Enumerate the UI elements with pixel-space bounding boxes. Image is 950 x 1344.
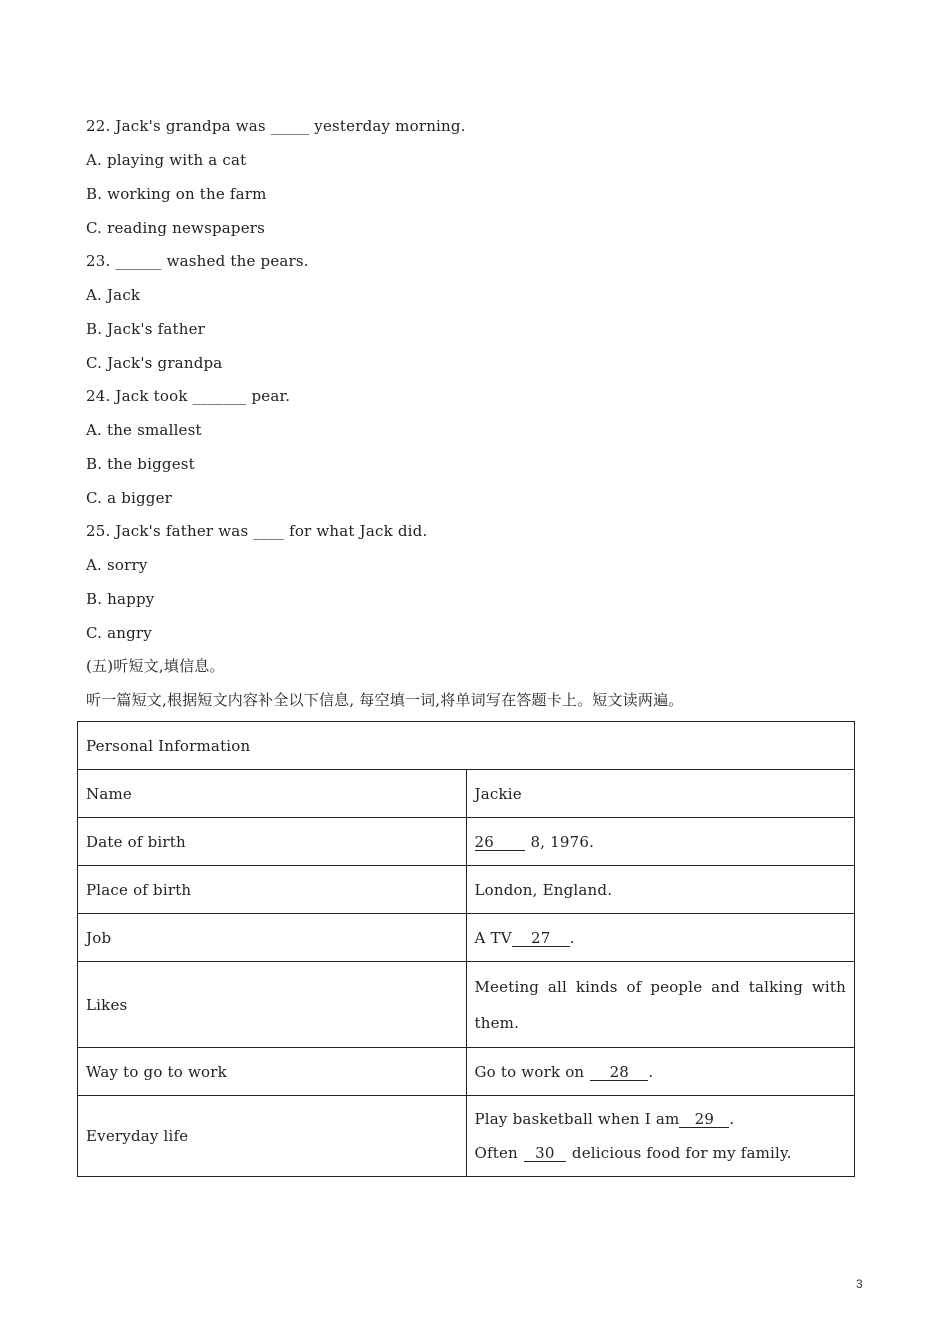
table-row <box>78 1096 855 1177</box>
section-instruction: 听一篇短文,根据短文内容补全以下信息, 每空填一词,将单词写在答题卡上。短文读两遍。 <box>86 691 684 709</box>
answer-blank-26: 26 <box>475 834 525 851</box>
everyday-line-1 <box>475 1102 847 1136</box>
table-row <box>78 866 855 914</box>
everyday-line1-suffix: . <box>729 1110 735 1128</box>
row-value-job <box>466 914 855 962</box>
question-24-option-c: C. a bigger <box>86 489 173 507</box>
row-label-likes: Likes <box>78 962 467 1048</box>
answer-blank-27: 27 <box>512 930 570 947</box>
row-value-everyday-life <box>466 1096 855 1177</box>
way-suffix: . <box>648 1062 654 1081</box>
table-row <box>78 962 855 1048</box>
personal-information-table <box>77 721 855 1177</box>
row-label-job: Job <box>78 914 467 962</box>
everyday-line2-prefix: Often <box>474 1144 518 1162</box>
job-prefix: A TV <box>474 928 512 947</box>
table-row <box>78 914 855 962</box>
row-label-name: Name <box>78 770 467 818</box>
row-value-name: Jackie <box>466 770 855 818</box>
answer-blank-28: 28 <box>590 1064 648 1081</box>
answer-blank-29: 29 <box>679 1111 729 1128</box>
everyday-line1-prefix: Play basketball when I am <box>474 1110 680 1128</box>
job-suffix: . <box>569 928 575 947</box>
question-25-option-b: B. happy <box>86 590 155 608</box>
table-row <box>78 770 855 818</box>
way-prefix: Go to work on <box>474 1062 585 1081</box>
table-row <box>78 818 855 866</box>
row-label-place-of-birth: Place of birth <box>78 866 467 914</box>
question-23-option-a: A. Jack <box>86 286 141 304</box>
everyday-line2-suffix: delicious food for my family. <box>571 1144 792 1162</box>
question-23-stem: 23. ______ washed the pears. <box>86 252 309 270</box>
section-heading: (五)听短文,填信息。 <box>86 657 225 675</box>
everyday-line-2 <box>475 1136 847 1170</box>
date-suffix: 8, 1976. <box>530 832 595 851</box>
question-25-option-c: C. angry <box>86 624 152 642</box>
question-25-stem: 25. Jack's father was ____ for what Jack did. <box>86 522 428 540</box>
question-22-option-c: C. reading newspapers <box>86 219 266 237</box>
row-value-place-of-birth: London, England. <box>466 866 855 914</box>
question-22-stem: 22. Jack's grandpa was _____ yesterday morning. <box>86 117 466 135</box>
question-22-option-b: B. working on the farm <box>86 185 267 203</box>
row-value-likes: Meeting all kinds of people and talking with them. <box>466 962 855 1048</box>
answer-blank-30: 30 <box>524 1145 566 1162</box>
row-value-date-of-birth <box>466 818 855 866</box>
question-24-option-b: B. the biggest <box>86 455 195 473</box>
question-23-option-b: B. Jack's father <box>86 320 206 338</box>
table-row <box>78 1048 855 1096</box>
row-label-way-to-work: Way to go to work <box>78 1048 467 1096</box>
table-title-row <box>78 722 855 770</box>
question-24-stem: 24. Jack took _______ pear. <box>86 387 291 405</box>
table-title: Personal Information <box>78 722 855 770</box>
row-value-way-to-work <box>466 1048 855 1096</box>
page-number: 3 <box>856 1277 863 1291</box>
row-label-date-of-birth: Date of birth <box>78 818 467 866</box>
question-22-option-a: A. playing with a cat <box>86 151 247 169</box>
question-23-option-c: C. Jack's grandpa <box>86 354 223 372</box>
question-25-option-a: A. sorry <box>86 556 148 574</box>
row-label-everyday-life: Everyday life <box>78 1096 467 1177</box>
question-24-option-a: A. the smallest <box>86 421 202 439</box>
